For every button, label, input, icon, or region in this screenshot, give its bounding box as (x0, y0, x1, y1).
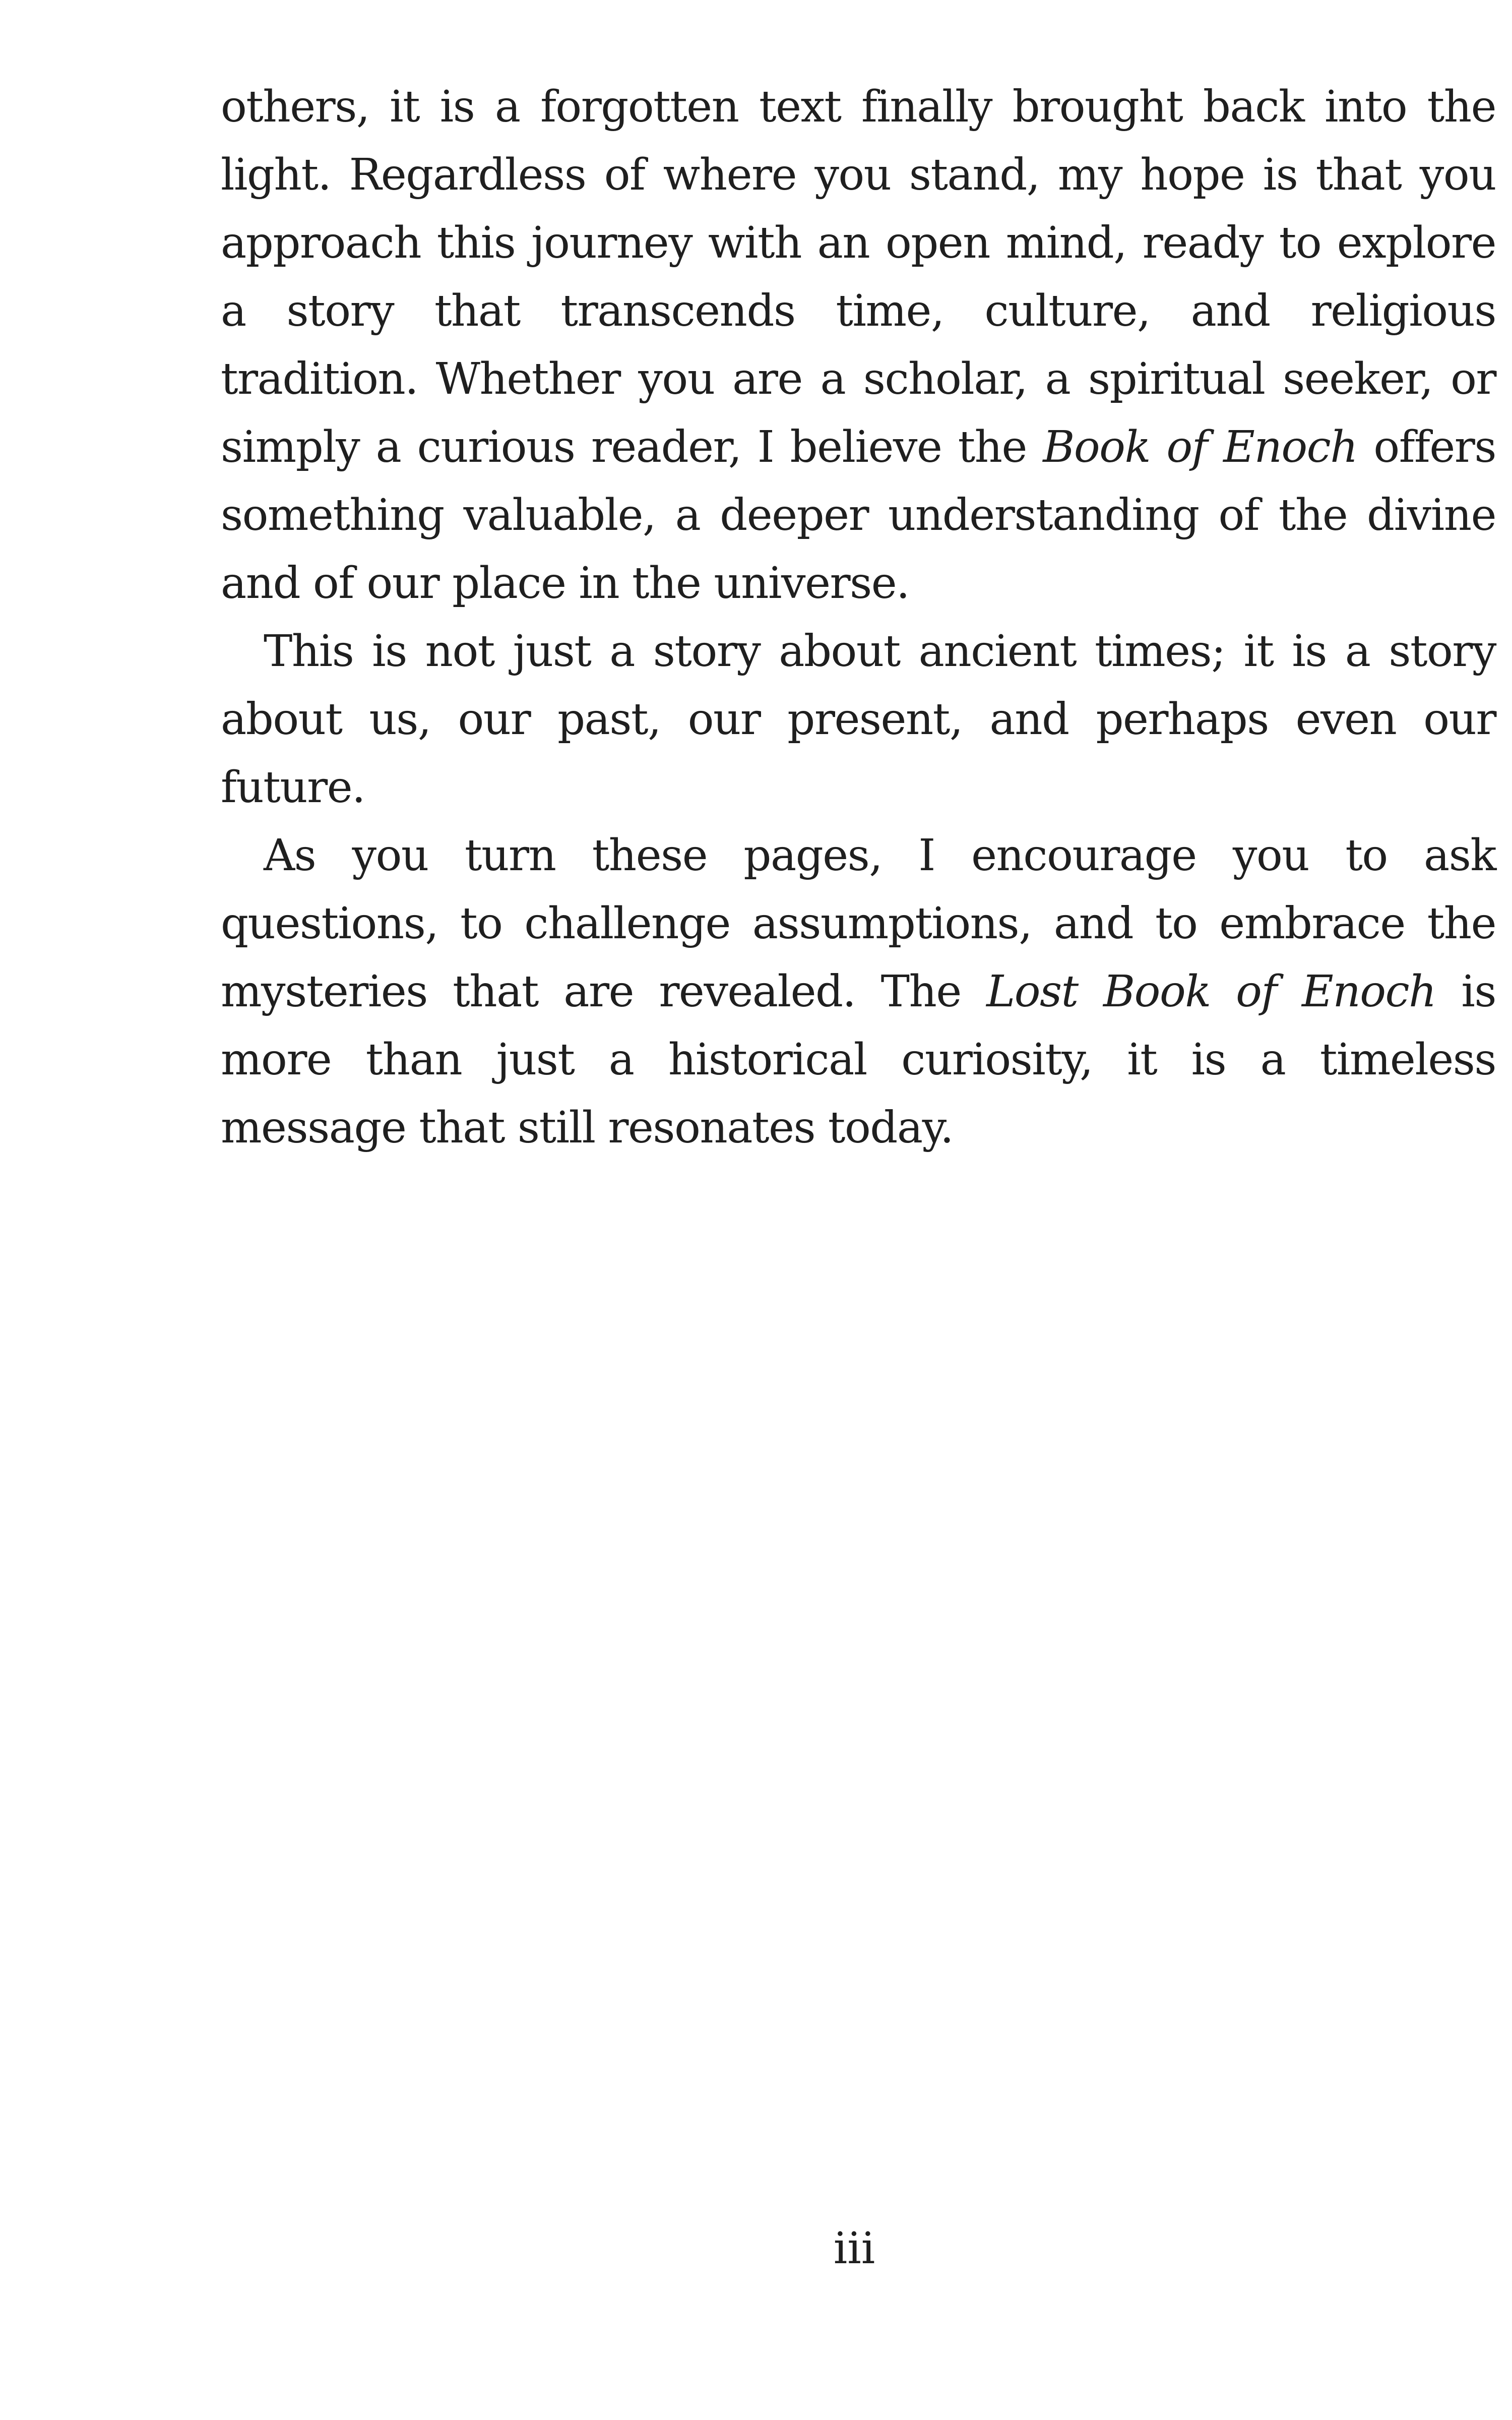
paragraph-text: others, it is a forgotten text finally brought back into the light. Regardless of where you stand, my hope is that you approach this journey with an open mind, ready to explore a story that transcends time, culture, and religious tradition. Whether you are a scholar, a spiritual seeker, or simply a curious reader, I believe the (221, 82, 1496, 472)
body-text (221, 73, 1496, 1162)
paragraph (221, 618, 1496, 822)
paragraph-continuation (221, 73, 1496, 618)
paragraph-text: This is not just a story about ancient times; it is a story about us, our past, our present, and perhaps even our future. (221, 626, 1496, 813)
book-title-italic: Book of Enoch (1043, 422, 1358, 472)
book-title-italic: Lost Book of Enoch (986, 966, 1436, 1017)
page-number: iii (833, 2223, 875, 2274)
paragraph-text: As you turn these pages, I encourage you to ask questions, to challenge assumptions, and to embrace the mysteries that are revealed. The (221, 830, 1496, 1017)
paragraph (221, 822, 1496, 1162)
paragraph-text: offers something valuable, a deeper understanding of the divine and of our place in the universe. (221, 422, 1496, 609)
paragraph-text: is more than just a historical curiosity, it is a timeless message that still resonates today. (221, 966, 1496, 1153)
